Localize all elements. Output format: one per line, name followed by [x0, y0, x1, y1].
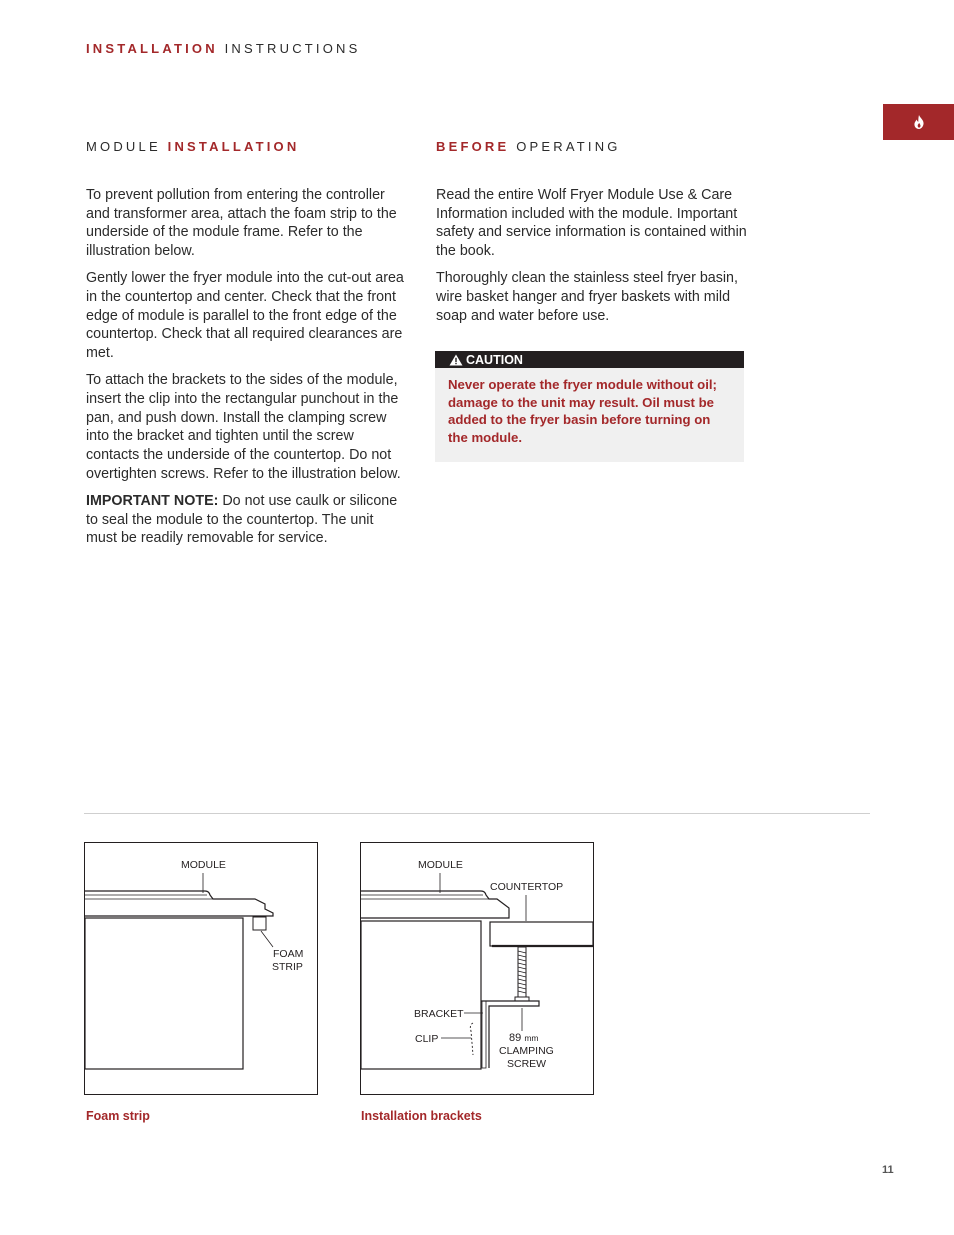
before-operating-title — [436, 139, 621, 154]
header-normal: INSTRUCTIONS — [224, 41, 361, 56]
caution-text: Never operate the fryer module without oil; damage to the unit may result. Oil must be added to the fryer basin before turning on the module. — [448, 377, 717, 445]
fig1-foam-label-2: STRIP — [272, 961, 303, 973]
foam-strip-caption: Foam strip — [86, 1109, 150, 1123]
page-number: 11 — [882, 1164, 894, 1176]
fig2-bracket-label: BRACKET — [414, 1008, 464, 1020]
warning-triangle-icon — [449, 354, 463, 366]
caution-body — [435, 368, 744, 462]
left-column-body — [86, 186, 408, 557]
left-paragraph-2: Gently lower the fryer module into the cut-out area in the countertop and center. Check that the front edge of module is parallel to the front edge of the countertop. Check that all required clearances are met. — [86, 270, 404, 362]
important-note — [86, 492, 408, 548]
right-title-bold: BEFORE — [436, 139, 510, 154]
fig2-screw-label-1: CLAMPING — [499, 1045, 554, 1057]
header-bold: INSTALLATION — [86, 41, 218, 56]
left-paragraph-3: To attach the brackets to the sides of the module, insert the clip into the rectangular punchout in the pan, and push down. Install the clamping screw into the bracket and tighten until the screw contacts the underside of the countertop. Do not overtighten screws. Refer to the illustration below. — [86, 372, 401, 482]
right-title-normal: OPERATING — [516, 139, 621, 154]
running-header — [86, 41, 361, 56]
module-installation-title — [86, 139, 299, 154]
fig2-dimension-value: 89 — [509, 1032, 522, 1044]
fig2-dimension-unit: mm — [524, 1033, 539, 1043]
flame-icon — [913, 115, 925, 129]
left-title-normal: MODULE — [86, 139, 161, 154]
left-paragraph-1: To prevent pollution from entering the controller and transformer area, attach the foam strip to the underside of the module frame. Refer to the illustration below. — [86, 187, 397, 260]
fig2-clip-label: CLIP — [415, 1033, 439, 1045]
fig1-foam-label-1: FOAM — [273, 948, 304, 960]
important-note-text: Do not use caulk or silicone to seal the module to the countertop. The unit must be readily removable for service. — [86, 493, 398, 547]
fig2-dimension — [509, 1032, 538, 1044]
installation-brackets-figure — [360, 842, 594, 1095]
right-column-body — [436, 186, 754, 334]
caution-header — [435, 351, 744, 368]
section-tab — [883, 104, 954, 140]
fig1-module-label: MODULE — [181, 859, 226, 871]
fig2-screw-label-2: SCREW — [507, 1058, 547, 1070]
left-title-bold: INSTALLATION — [167, 139, 300, 154]
important-note-label: IMPORTANT NOTE: — [86, 493, 219, 510]
fig2-countertop-label: COUNTERTOP — [490, 881, 564, 893]
right-paragraph-1: Read the entire Wolf Fryer Module Use & Care Information included with the module. Important safety and service information is contained within the book. — [436, 187, 747, 260]
section-divider — [84, 813, 870, 814]
fig2-module-label: MODULE — [418, 859, 463, 871]
caution-label: CAUTION — [466, 352, 523, 367]
right-paragraph-2: Thoroughly clean the stainless steel fryer basin, wire basket hanger and fryer baskets with mild soap and water before use. — [436, 270, 738, 324]
foam-strip-figure — [84, 842, 318, 1095]
installation-brackets-caption: Installation brackets — [361, 1109, 482, 1123]
